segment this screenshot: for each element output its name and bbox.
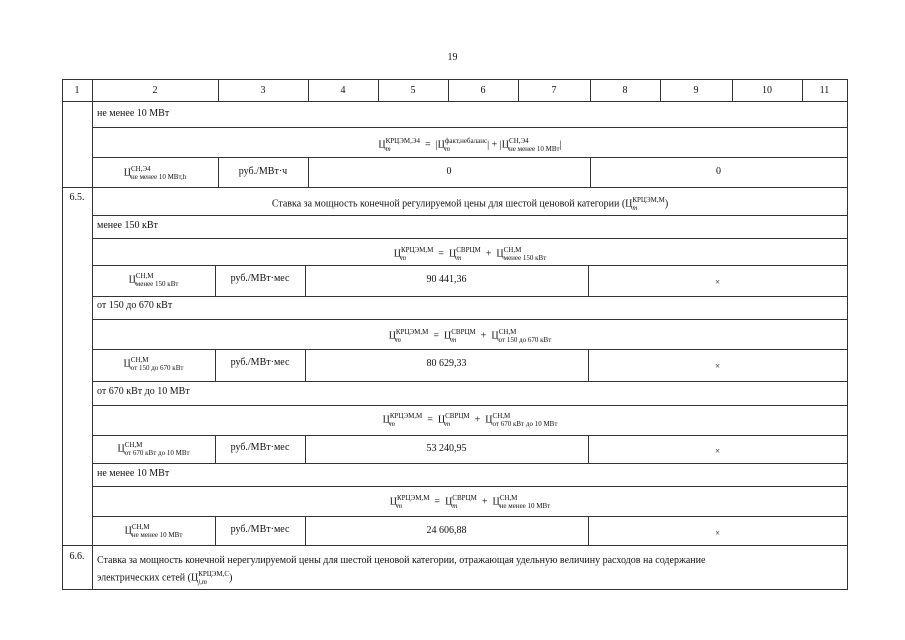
value-e4-1: 0 bbox=[446, 166, 452, 177]
block-unit: руб./МВт·мес bbox=[230, 357, 290, 368]
header-col-11: 11 bbox=[819, 85, 830, 96]
block-label: менее 150 кВт bbox=[97, 220, 158, 231]
block-unit: руб./МВт·мес bbox=[230, 442, 290, 453]
header-col-9: 9 bbox=[693, 85, 699, 96]
value-e4-2: 0 bbox=[716, 166, 721, 177]
unit-e4: руб./МВт·ч bbox=[238, 166, 288, 177]
block-formula: Ц КРЦЭМ,М m = Ц СВРЦМ m + Ц СН,М менее 150 кВт bbox=[393, 246, 547, 262]
block-formula: Ц КРЦЭМ,М m = Ц СВРЦМ m + Ц СН,М от 670 кВт до 10 МВт bbox=[382, 412, 558, 428]
header-col-7: 7 bbox=[551, 85, 557, 96]
block-cross: × bbox=[714, 277, 721, 287]
header-col-10: 10 bbox=[762, 85, 772, 96]
block-param: Ц СН,М от 670 кВт до 10 МВт bbox=[117, 441, 190, 457]
block-label: не менее 10 МВт bbox=[97, 468, 170, 479]
header-col-1: 1 bbox=[74, 85, 80, 96]
header-col-2: 2 bbox=[152, 85, 158, 96]
block-unit: руб./МВт·мес bbox=[230, 273, 290, 284]
block-param: Ц СН,М не менее 10 МВт bbox=[124, 523, 183, 539]
section-6-6-line1: Ставка за мощность конечной нерегулируемой цены для шестой ценовой категории, отражающая удельную величину расходов на содержание bbox=[97, 555, 706, 566]
formula-e4: Ц КРЦЭМ,Э4 m = |Ц факт,небаланс m | + |Ц СН,Э4 не менее 10 МВт | bbox=[378, 137, 562, 153]
section-6-5-title: Ставка за мощность конечной регулируемой цены для шестой ценовой категории (Ц КРЦЭМ,М m ) bbox=[271, 196, 669, 212]
header-col-6: 6 bbox=[480, 85, 486, 96]
section-6-6-line2: электрических сетей (Ц КРЦЭМ,С j,m ) bbox=[97, 570, 233, 586]
block-cross: × bbox=[714, 446, 721, 456]
block-formula: Ц КРЦЭМ,М m = Ц СВРЦМ m + Ц СН,М не менее 10 МВт bbox=[389, 494, 551, 510]
block-value: 80 629,33 bbox=[426, 358, 467, 369]
header-col-4: 4 bbox=[340, 85, 346, 96]
block-param: Ц СН,М менее 150 кВт bbox=[128, 272, 179, 288]
block-value: 24 606,88 bbox=[426, 525, 467, 536]
section-6-6-number: 6.6. bbox=[69, 551, 85, 562]
header-col-3: 3 bbox=[260, 85, 266, 96]
page-number: 19 bbox=[447, 52, 458, 63]
block-param: Ц СН,М от 150 до 670 кВт bbox=[123, 356, 184, 372]
block-cross: × bbox=[714, 361, 721, 371]
block-value: 53 240,95 bbox=[426, 443, 467, 454]
block-value: 90 441,36 bbox=[426, 274, 467, 285]
block-unit: руб./МВт·мес bbox=[230, 524, 290, 535]
block-label: от 150 до 670 кВт bbox=[97, 300, 173, 311]
header-col-5: 5 bbox=[410, 85, 416, 96]
row-label-ge10-e4: не менее 10 МВт bbox=[97, 108, 170, 119]
block-cross: × bbox=[714, 528, 721, 538]
param-e4: Ц СН,Э4 не менее 10 МВт,h bbox=[123, 165, 187, 181]
block-formula: Ц КРЦЭМ,М m = Ц СВРЦМ m + Ц СН,М от 150 до 670 кВт bbox=[388, 328, 552, 344]
block-label: от 670 кВт до 10 МВт bbox=[97, 386, 190, 397]
section-6-5-number: 6.5. bbox=[69, 192, 85, 203]
header-col-8: 8 bbox=[622, 85, 628, 96]
